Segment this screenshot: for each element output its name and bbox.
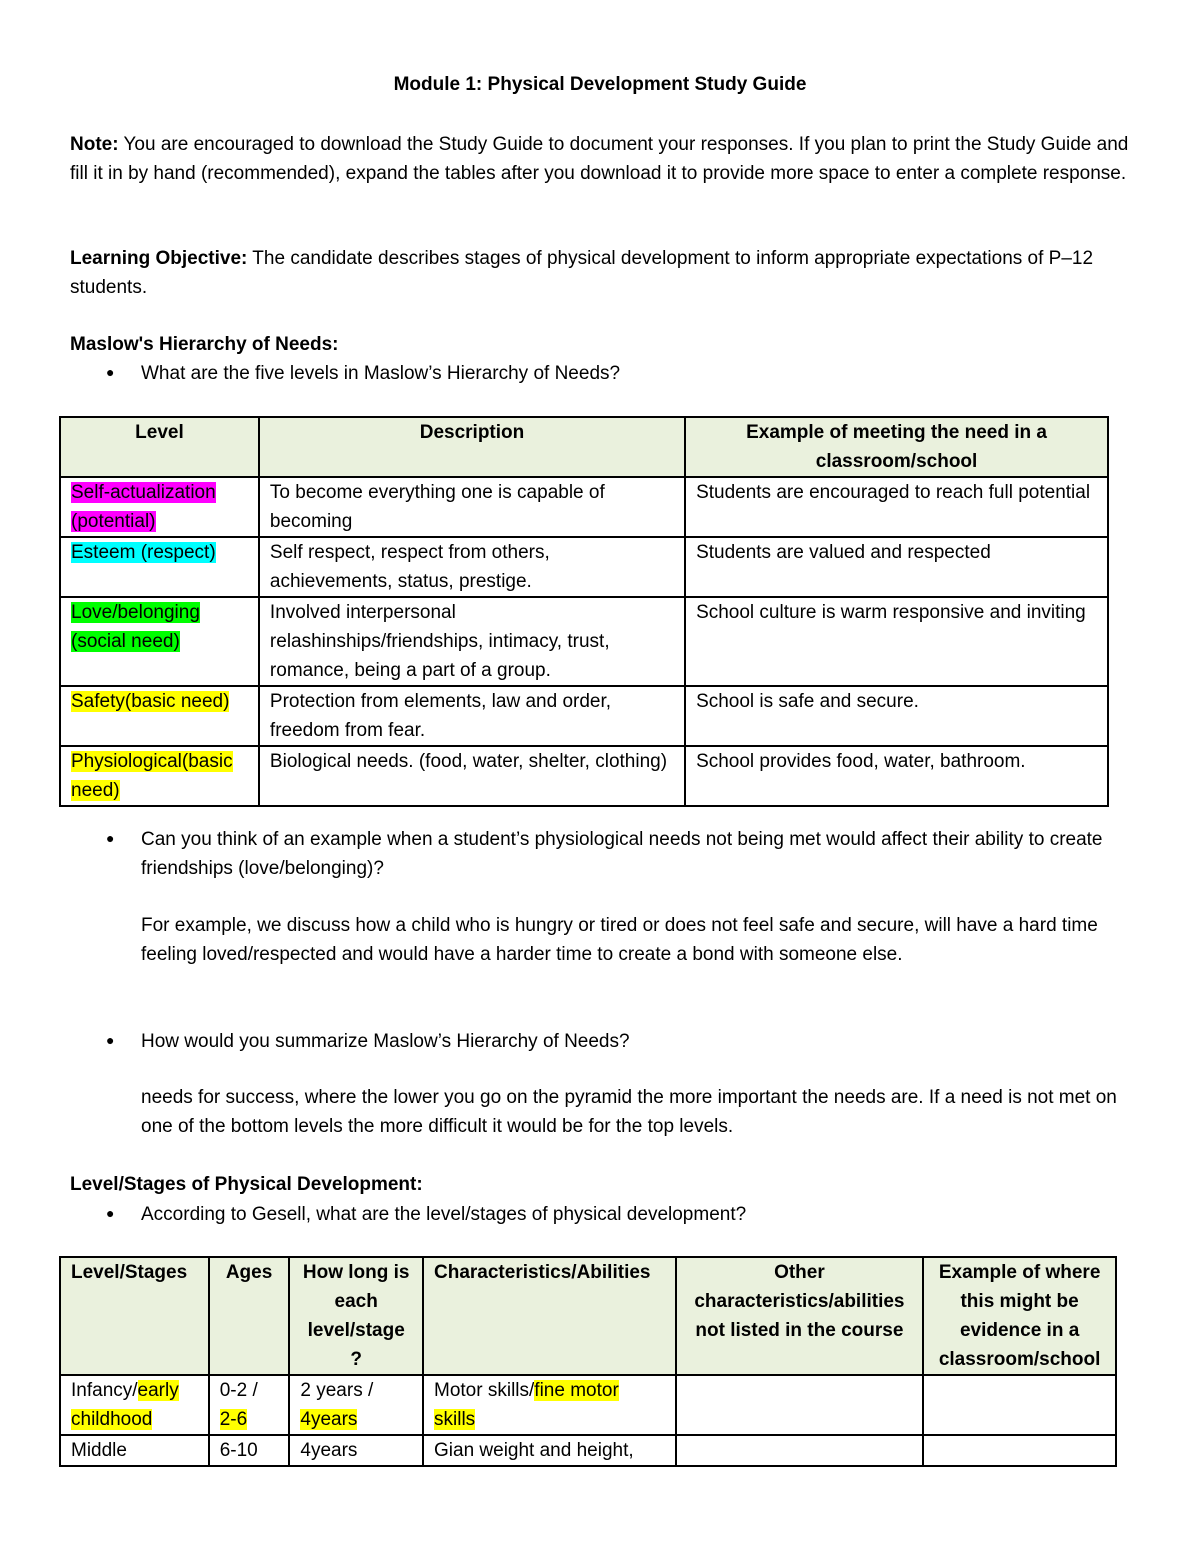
question-physiological-example: Can you think of an example when a student’s physiological needs not being met would affect their ability to create friendships (love/belonging)? [141,829,1103,879]
stage-infancy: Infancy/ [71,1380,138,1401]
level-cell [60,686,259,746]
level-cell [60,477,259,537]
description-cell: Protection from elements, law and order, freedom from fear. [259,686,685,746]
characteristics-cell [423,1375,676,1435]
table-row [60,477,1108,537]
description-cell: To become everything one is capable of becoming [259,477,685,537]
table-row [60,746,1108,806]
objective-text: The candidate describes stages of physical development to inform appropriate expectations of P–12 students. [70,248,1094,298]
example-cell [923,1375,1116,1435]
stages-table [59,1256,1117,1467]
example-cell [923,1435,1116,1466]
note-paragraph [70,130,1130,188]
length-cell [289,1375,423,1435]
example-cell: School is safe and secure. [685,686,1108,746]
stages-heading: Level/Stages of Physical Development: [70,1174,423,1195]
stage-early-childhood: early childhood [71,1380,179,1430]
table-row [60,686,1108,746]
answer-physiological-example: For example, we discuss how a child who is hungry or tired or does not feel safe and secure, will have a hard time feeling loved/respected and would have a harder time to create a bond with someone else. [141,915,1098,965]
description-cell: Biological needs. (food, water, shelter, clothing) [259,746,685,806]
example-cell: Students are encouraged to reach full potential [685,477,1108,537]
table-row [60,537,1108,597]
example-cell: School culture is warm responsive and inviting [685,597,1108,686]
question-gesell-stages: According to Gesell, what are the level/stages of physical development? [141,1204,747,1225]
characteristics-cell: Gian weight and height, [423,1435,676,1466]
bullet-icon: ● [106,364,115,380]
level-cell [60,597,259,686]
bullet-icon: ● [106,830,115,846]
ages-infancy: 0-2 / [219,1380,258,1401]
example-cell: Students are valued and respected [685,537,1108,597]
page-title: Module 1: Physical Development Study Guide [393,74,807,95]
bullet-icon: ● [106,1032,115,1048]
ages-early-childhood: 2-6 [219,1409,248,1430]
example-cell: School provides food, water, bathroom. [685,746,1108,806]
header-classroom-example: Example of where this might be evidence in a classroom/school [923,1257,1116,1375]
length-infancy: 2 years / [300,1380,374,1401]
header-example: Example of meeting the need in a classroom/school [685,417,1108,477]
table-header-row [60,417,1108,477]
header-ages: Ages [209,1257,290,1375]
table-row [60,597,1108,686]
length-early-childhood: 4years [300,1409,358,1430]
table-row [60,1435,1116,1466]
bullet-icon: ● [106,1205,115,1221]
note-label: Note: [70,134,119,155]
table-header-row [60,1257,1116,1375]
header-characteristics: Characteristics/Abilities [423,1257,676,1375]
note-text: You are encouraged to download the Study Guide to document your responses. If you plan to print the Study Guide and fill it in by hand (recommended), expand the tables after you download it to provide more space to enter a complete response. [70,134,1129,184]
level-physiological: Physiological(basic need) [71,751,233,801]
level-safety: Safety(basic need) [71,691,230,712]
level-esteem: Esteem (respect) [71,542,216,563]
table-row [60,1375,1116,1435]
stage-cell: Middle [60,1435,209,1466]
answer-summarize: needs for success, where the lower you go on the pyramid the more important the needs are. If a need is not met on one of the bottom levels the more difficult it would be for the top levels. [141,1087,1117,1137]
header-level-stages: Level/Stages [60,1257,209,1375]
header-level: Level [60,417,259,477]
ages-cell [209,1375,290,1435]
header-other-characteristics: Other characteristics/abilities not listed in the course [676,1257,924,1375]
ages-cell: 6-10 [209,1435,290,1466]
maslow-heading: Maslow's Hierarchy of Needs: [70,334,339,355]
description-cell: Self respect, respect from others, achievements, status, prestige. [259,537,685,597]
question-five-levels: What are the five levels in Maslow’s Hierarchy of Needs? [141,363,621,384]
objective-paragraph [70,244,1130,302]
level-love-belonging: Love/belonging (social need) [71,602,200,652]
objective-label: Learning Objective: [70,248,248,269]
maslow-table [59,416,1109,807]
level-cell [60,537,259,597]
other-cell [676,1435,924,1466]
stage-cell [60,1375,209,1435]
header-how-long: How long is each level/stage ? [289,1257,423,1375]
header-description: Description [259,417,685,477]
length-cell: 4years [289,1435,423,1466]
level-cell [60,746,259,806]
question-summarize: How would you summarize Maslow’s Hierarchy of Needs? [141,1031,630,1052]
char-motor-skills: Motor skills/ [434,1380,535,1401]
description-cell: Involved interpersonal relashinships/friendships, intimacy, trust, romance, being a part of a group. [259,597,685,686]
level-self-actualization: Self-actualization (potential) [71,482,216,532]
other-cell [676,1375,924,1435]
char-fine-motor-skills: fine motor skills [434,1380,619,1430]
